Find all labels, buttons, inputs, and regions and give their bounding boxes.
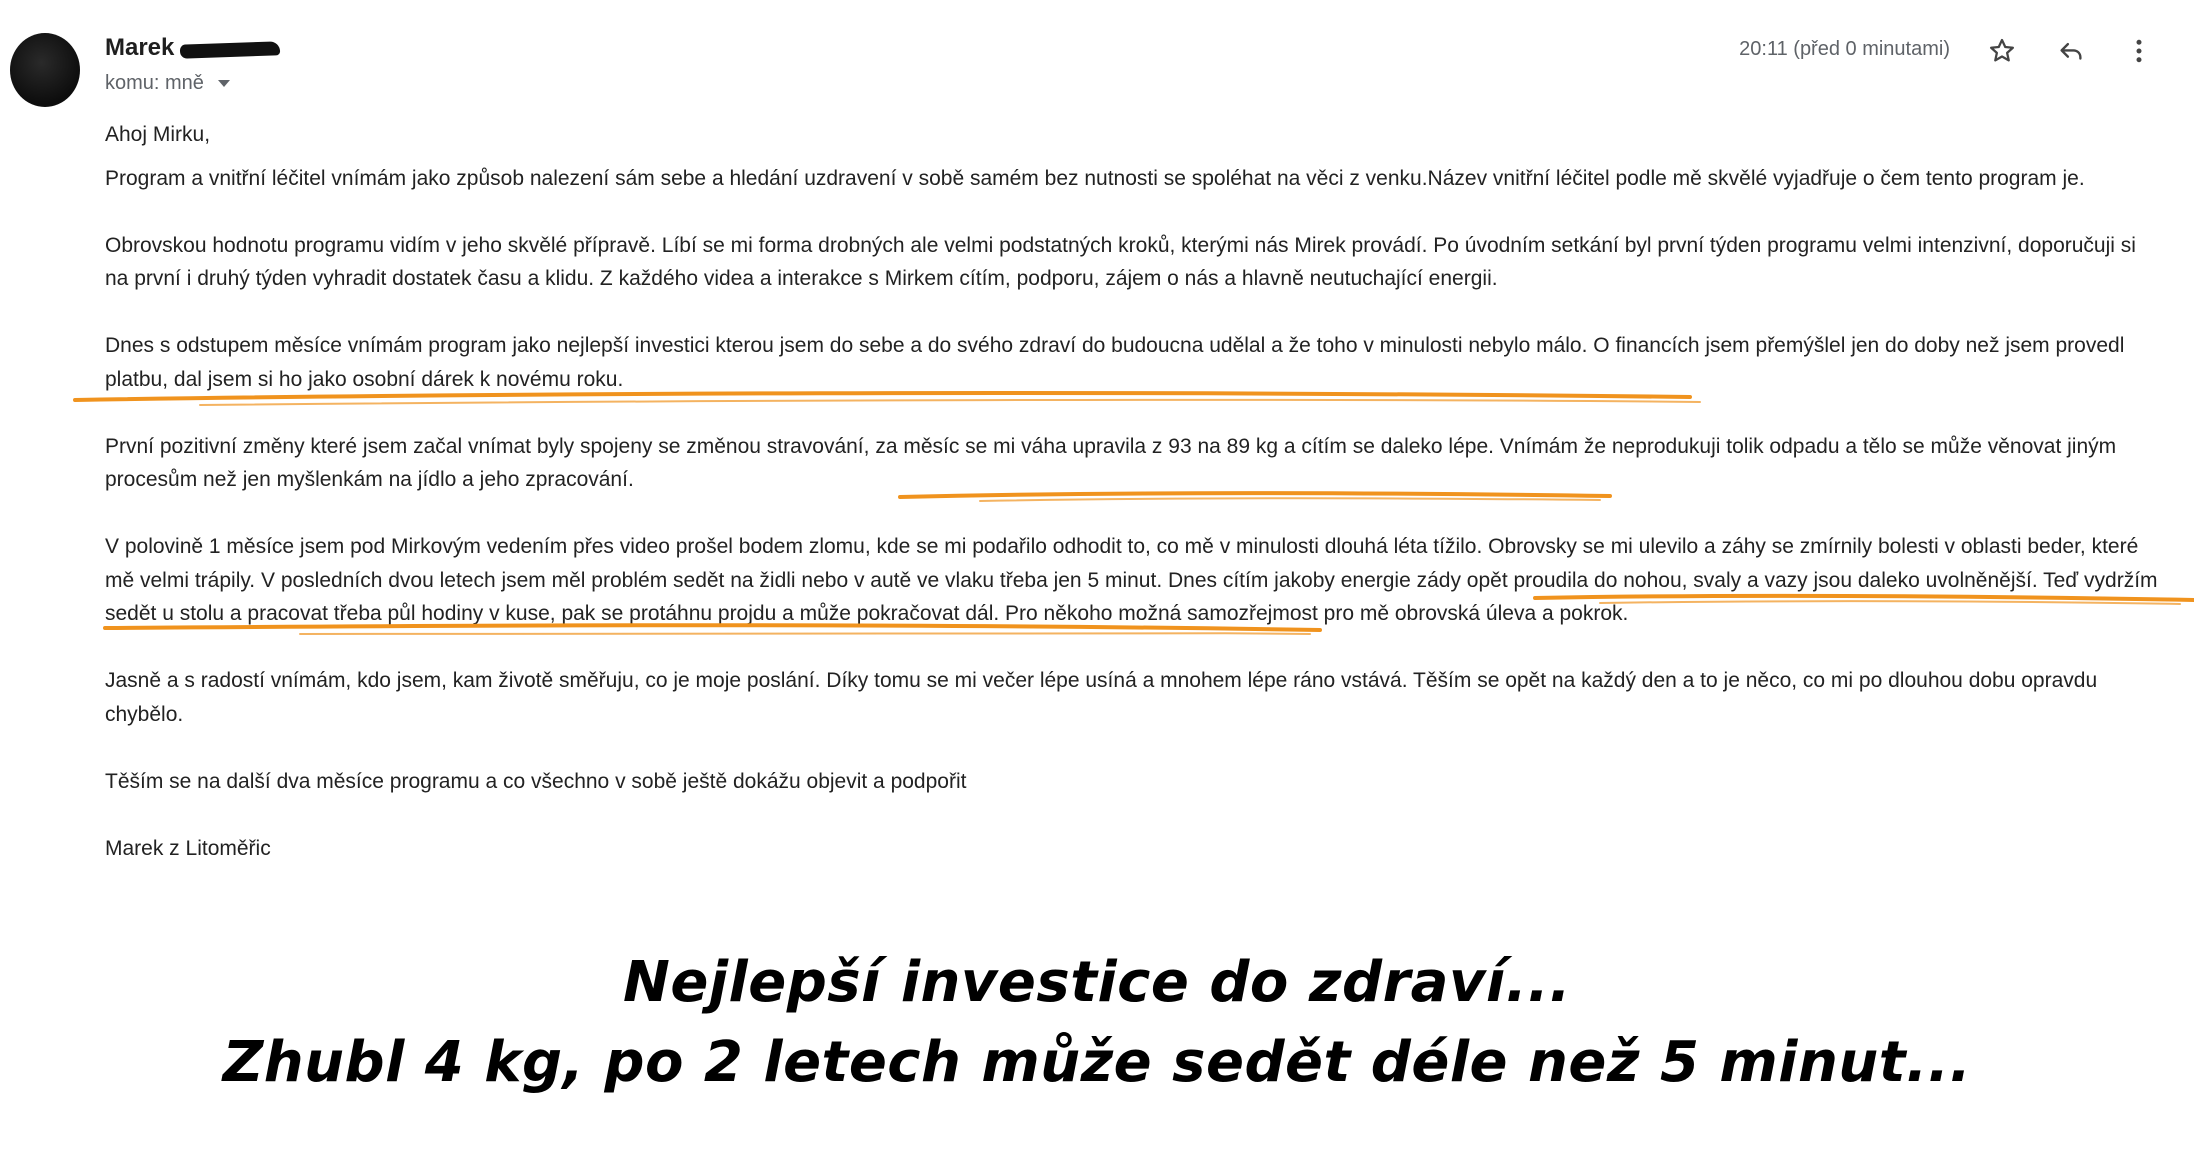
email-paragraph: Jasně a s radostí vnímám, kdo jsem, kam životě směřuju, co je moje poslání. Díky tomu se mi večer lépe usíná a mnohem lépe ráno vstává. Těším se opět na každý den a to je něco, co mi po dlouhou dobu opravdu chybělo. <box>105 669 2098 726</box>
email-greeting: Ahoj Mirku, <box>105 123 211 146</box>
email-paragraph: Program a vnitřní léčitel vnímám jako způsob nalezení sám sebe a hledání uzdravení v sobě samém bez nutnosti se spoléhat na věci z venku.Název vnitřní léčitel podle mě skvělé vyjadřuje o čem tento program je. <box>105 166 2085 190</box>
reply-button[interactable] <box>2052 32 2090 70</box>
email-paragraph: První pozitivní změny které jsem začal vnímat byly spojeny se změnou stravování, za měsíc se mi váha upravila z 93 na 89 kg a cítím se daleko lépe. Vnímám že neprodukuji tolik odpadu a tělo se může věnovat jiným procesům než jen myšlenkám na jídlo a jeho zpracování. <box>105 434 2117 491</box>
email-paragraph: V polovině 1 měsíce jsem pod Mirkovým vedením přes video prošel bodem zlomu, kde se mi podařilo odhodit to, co mě v minulosti dlouhá léta tížilo. Obrovsky se mi ulevilo a záhy se zmírnily bolesti v oblasti beder, které mě velmi trápily. V posledních dvou letech jsem měl problém sedět na židli nebo v autě ve vlaku třeba jen 5 minut. Dnes cítím jakoby energie zády opět proudila do nohou, svaly a vazy jsou daleko uvolněnější. Teď vydržím sedět u stolu a pracovat třeba půl hodiny v kuse, pak se protáhnu projdu a může pokračovat dál. Pro někoho možná samozřejmost pro mě obrovská úleva a pokrok. <box>105 535 2158 625</box>
star-button[interactable] <box>1983 32 2021 70</box>
email-body <box>105 118 2165 899</box>
email-signature: Marek z Litoměřic <box>105 836 271 860</box>
sender-name: Marek <box>105 34 175 61</box>
more-vert-icon <box>2124 36 2154 66</box>
sender-avatar[interactable] <box>10 33 80 107</box>
recipient-details-toggle[interactable] <box>105 72 230 95</box>
caret-down-icon <box>218 80 230 87</box>
email-paragraph: Těším se na další dva měsíce programu a co všechno v sobě ještě dokážu objevit a podpořit <box>105 769 967 793</box>
recipient-label: komu: mně <box>105 72 204 94</box>
email-paragraph: Dnes s odstupem měsíce vnímám program jako nejlepší investici kterou jsem do sebe a do svého zdraví do budoucna udělal a že toho v minulosti nebylo málo. O financích jsem přemýšlel jen do doby než jsem provedl platbu, dal jsem si ho jako osobní dárek k novému roku. <box>105 334 2125 391</box>
message-timestamp: 20:11 (před 0 minutami) <box>1739 38 1950 60</box>
reply-icon <box>2056 36 2086 66</box>
redacted-surname <box>180 41 280 58</box>
email-paragraph: Obrovskou hodnotu programu vidím v jeho skvělé přípravě. Líbí se mi forma drobných ale velmi podstatných kroků, kterými nás Mirek provádí. Po úvodním setkání byl první týden programu velmi intenzivní, doporučuji si na první i druhý týden vyhradit dostatek času a klidu. Z každého videa a interakce s Mirkem cítím, podporu, zájem o nás a hlavně neutuchající energii. <box>105 233 2136 290</box>
caption-subheadline: Zhubl 4 kg, po 2 letech může sedět déle než 5 minut... <box>222 1030 1972 1095</box>
more-options-button[interactable] <box>2120 32 2158 70</box>
caption-headline: Nejlepší investice do zdraví... <box>622 950 1571 1015</box>
star-icon <box>1987 36 2017 66</box>
sender-name-row <box>105 34 280 62</box>
